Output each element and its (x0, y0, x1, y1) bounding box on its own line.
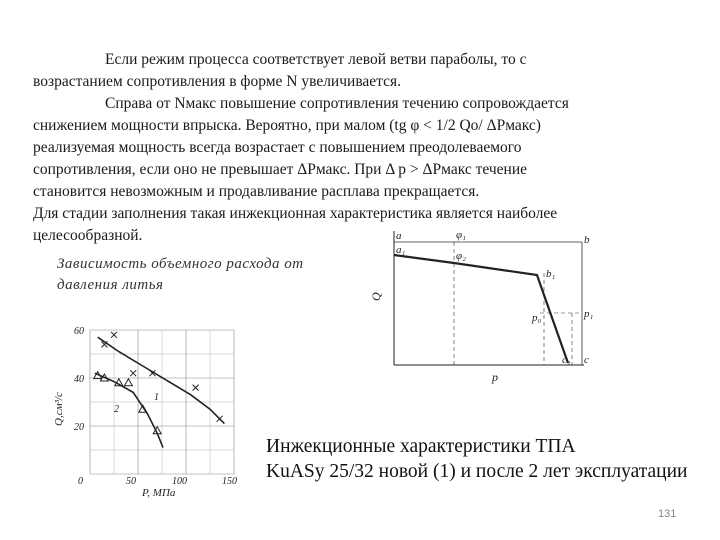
x-axis-label: P, МПа (142, 487, 176, 499)
point-p1: p₁ (584, 308, 594, 320)
point-c: c (584, 354, 589, 366)
right-y-axis-label: Q (369, 292, 383, 301)
y-tick-20: 20 (74, 422, 84, 433)
series-1-point (130, 370, 136, 376)
text-line-6: сопротивления, если оно не превышает ΔPмакс. При Δ p > ΔPмакс течение (33, 161, 528, 178)
y-tick-40: 40 (74, 374, 84, 385)
point-phi1: φ₁ (456, 229, 466, 241)
text-line-2: возрастанием сопротивления в форме N увеличивается. (33, 73, 402, 90)
x-tick-50: 50 (126, 476, 136, 487)
text-line-8: Для стадии заполнения такая инжекционная характеристика является наиболее (33, 205, 558, 222)
text-line-7: становится невозможным и продавливание расплава прекращается. (33, 183, 480, 200)
characteristic-curve (394, 255, 568, 363)
point-a: a (396, 230, 402, 242)
x-tick-100: 100 (172, 476, 187, 487)
text-line-1: Если режим процесса соответствует левой ветви параболы, то с (105, 51, 527, 68)
page-number: 131 (658, 508, 677, 520)
curve-label-1: 1 (154, 392, 159, 403)
point-b1: b₁ (546, 268, 556, 280)
text-line-4: снижением мощности впрыска. Вероятно, при малом (tg φ < 1/2 Qo/ ΔPмакс) (33, 117, 541, 134)
point-b: b (584, 234, 590, 246)
curve-label-2: 2 (114, 404, 119, 415)
right-x-axis-label: p (492, 370, 498, 384)
left-caption-line-1: Зависимость объемного расхода от (57, 256, 304, 272)
series-1-point (193, 385, 199, 391)
point-p0: p₀ (532, 312, 542, 324)
text-line-5: реализуемая мощность всегда возрастает с повышением преодолеваемого (33, 139, 522, 156)
point-c1: c₁ (562, 354, 571, 366)
text-line-9: целесообразной. (33, 227, 143, 244)
flow-pressure-chart (40, 318, 290, 498)
y-tick-60: 60 (74, 326, 84, 337)
right-caption-line-2: KuASy 25/32 новой (1) и после 2 лет эксплуатации (266, 461, 688, 482)
point-phi2: φ₂ (456, 250, 466, 262)
text-line-3: Справа от Nмакс повышение сопротивления течению сопровождается (105, 95, 569, 112)
left-caption-line-2: давления литья (57, 277, 164, 293)
series-1-point (217, 416, 223, 422)
y-tick-0: 0 (78, 476, 83, 487)
right-caption-line-1: Инжекционные характеристики ТПА (266, 436, 576, 457)
point-a1: a₁ (396, 244, 406, 256)
chart-grid (90, 330, 234, 474)
series-2-point (124, 379, 132, 386)
y-axis-label: Q,см³/с (53, 392, 65, 426)
series-2-curve (95, 373, 163, 447)
injection-characteristic-diagram (369, 225, 632, 385)
x-tick-150: 150 (222, 476, 237, 487)
